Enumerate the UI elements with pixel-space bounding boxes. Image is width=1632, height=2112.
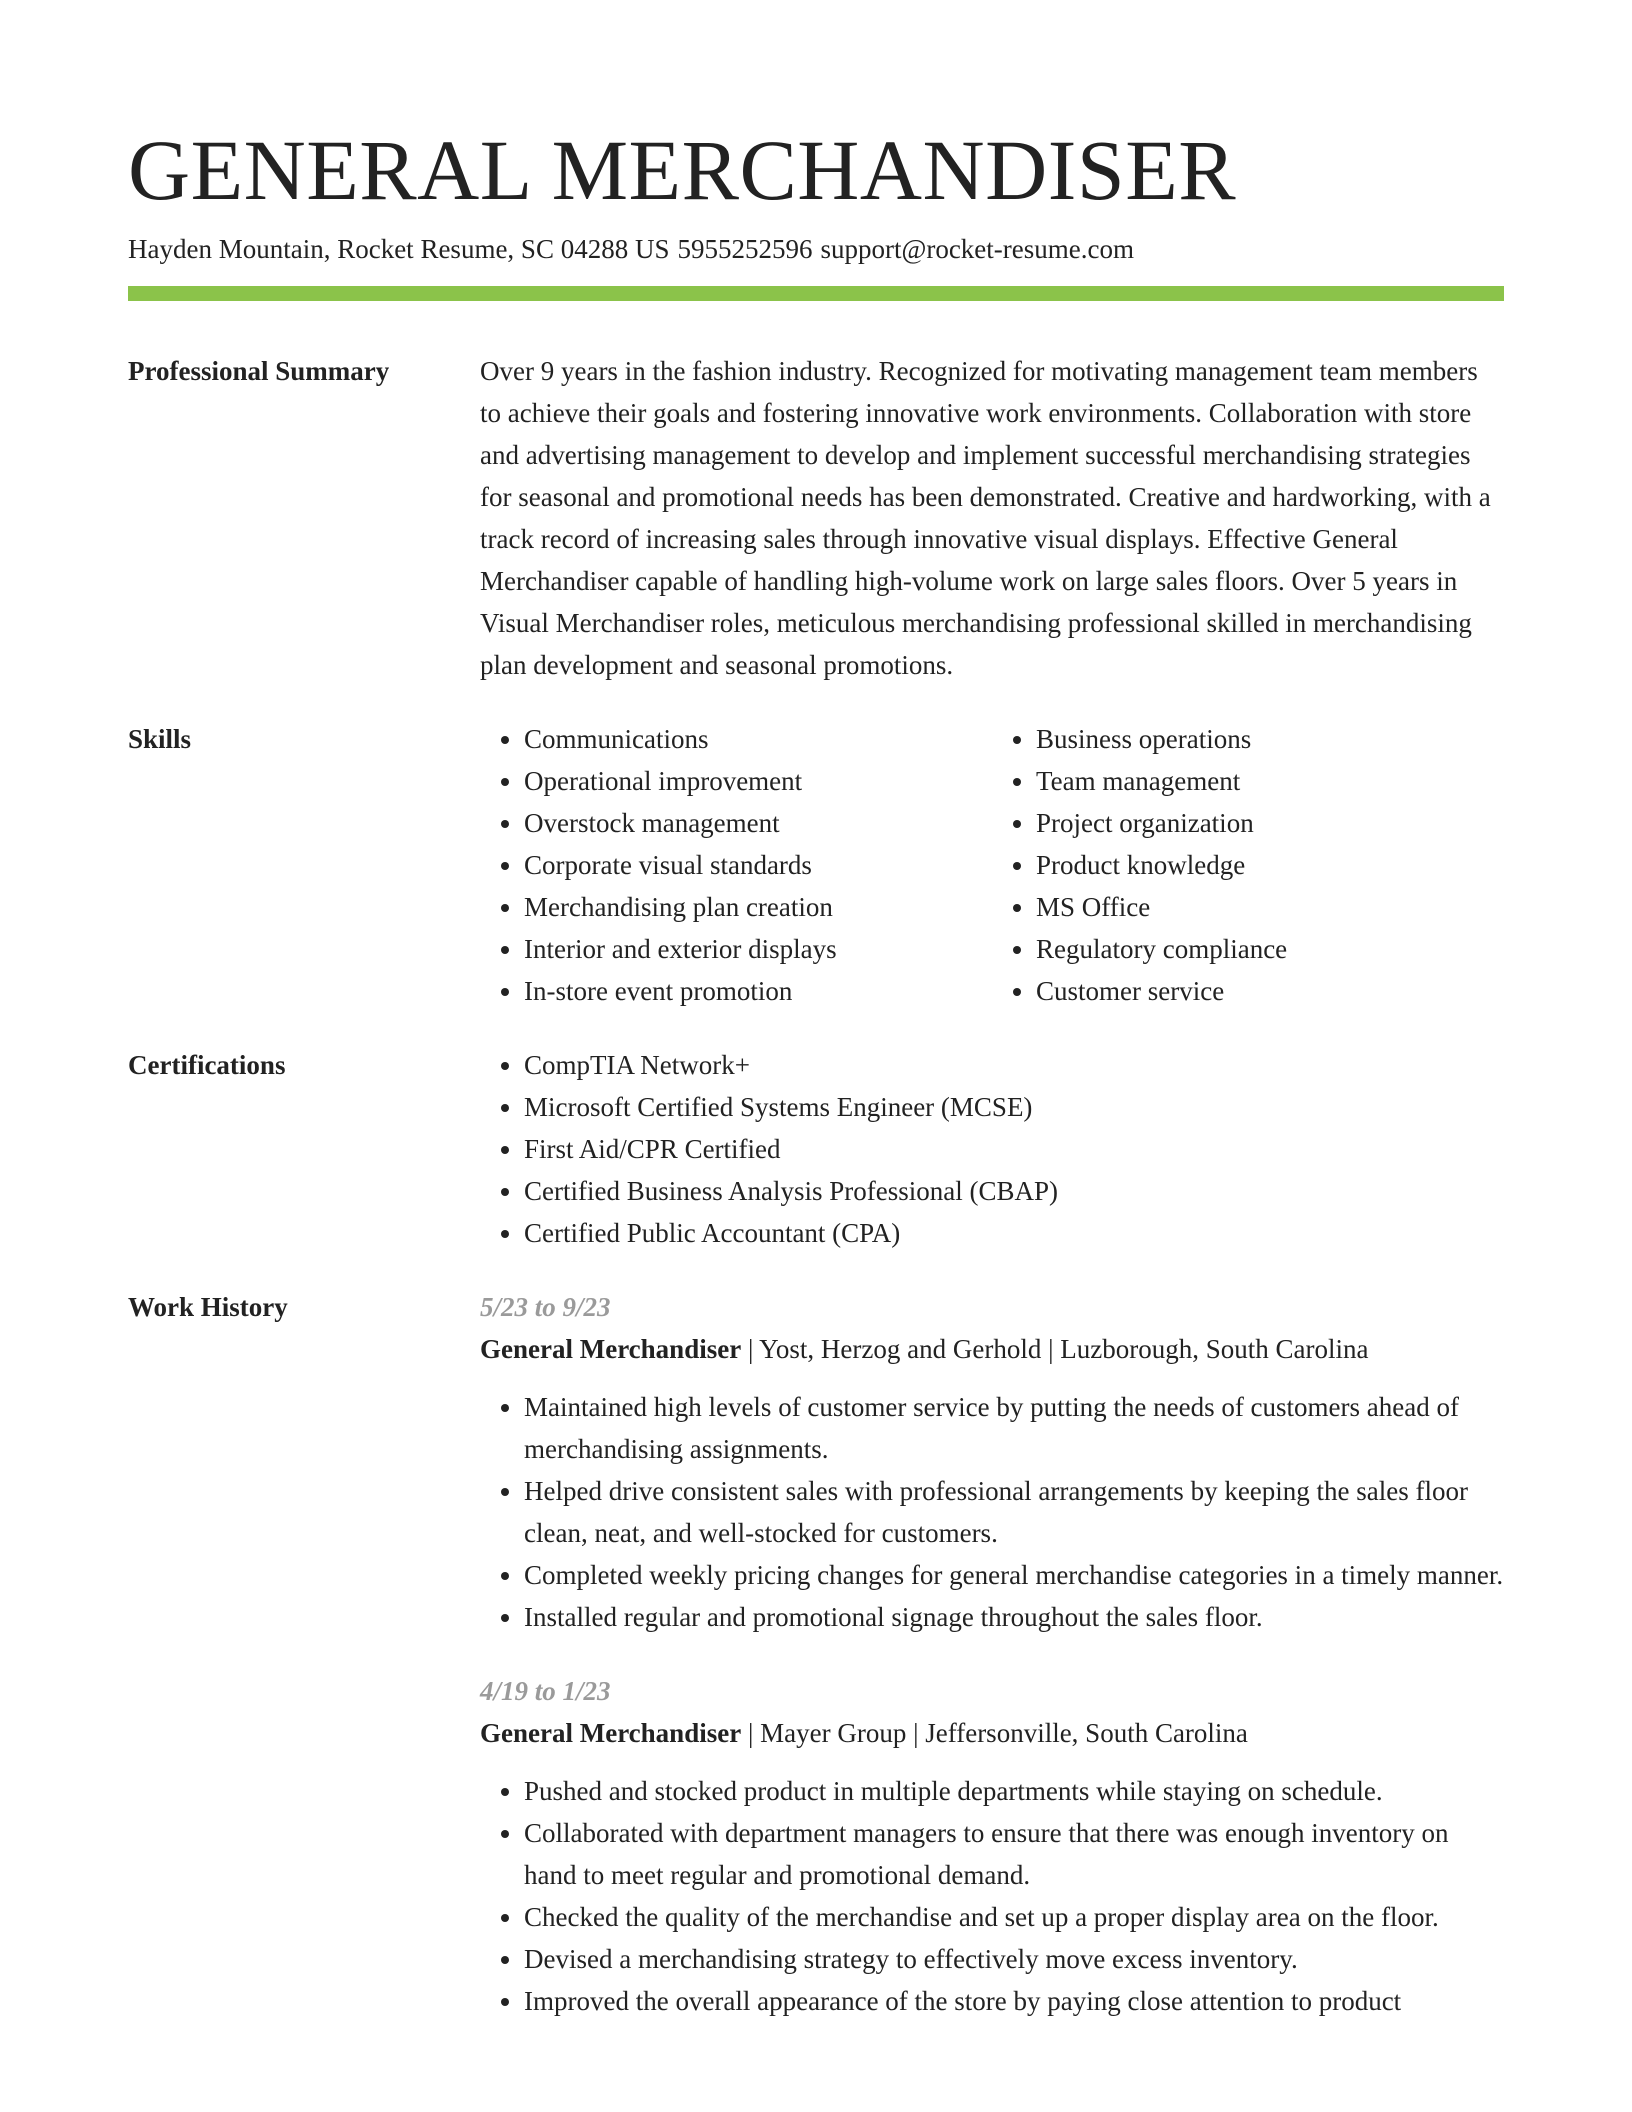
header-divider [128, 286, 1504, 301]
skill-item: • Merchandising plan creation [524, 886, 992, 928]
skill-item: • Overstock management [524, 802, 992, 844]
skill-item: • Product knowledge [1036, 844, 1504, 886]
job-heading [480, 1712, 1504, 1754]
section-label-summary: Professional Summary [128, 356, 390, 386]
job-bullet: • Collaborated with department managers to ensure that there was enough inventory on hand to meet regular and promotional demand. [524, 1812, 1504, 1896]
work-history-section [128, 1286, 1504, 2022]
job-title: General Merchandiser [480, 1334, 742, 1364]
skill-item: • MS Office [1036, 886, 1504, 928]
skill-item: • Team management [1036, 760, 1504, 802]
skill-item: • Project organization [1036, 802, 1504, 844]
skill-item: • Corporate visual standards [524, 844, 992, 886]
contact-line [128, 231, 1504, 267]
skill-item: • Operational improvement [524, 760, 992, 802]
job-entry [480, 1670, 1504, 2022]
job-bullets [480, 1386, 1504, 1638]
section-label-certifications: Certifications [128, 1050, 286, 1080]
contact-phone: 5955252596 [677, 234, 813, 264]
job-heading [480, 1328, 1504, 1370]
job-details: | Yost, Herzog and Gerhold | Luzborough, South Carolina [741, 1334, 1369, 1364]
certification-item: • CompTIA Network+ [524, 1044, 1504, 1086]
job-bullet: • Installed regular and promotional signage throughout the sales floor. [524, 1596, 1504, 1638]
job-bullet: • Completed weekly pricing changes for general merchandise categories in a timely manner. [524, 1554, 1504, 1596]
skill-item: • Customer service [1036, 970, 1504, 1012]
certification-item: • Microsoft Certified Systems Engineer (MCSE) [524, 1086, 1504, 1128]
job-title: General Merchandiser [480, 1718, 742, 1748]
job-bullet: • Maintained high levels of customer service by putting the needs of customers ahead of merchandising assignments. [524, 1386, 1504, 1470]
job-dates: 4/19 to 1/23 [480, 1676, 611, 1706]
section-label-work-history: Work History [128, 1292, 288, 1322]
job-bullet: • Improved the overall appearance of the store by paying close attention to product [524, 1980, 1504, 2022]
summary-section [128, 350, 1504, 686]
skill-item: • In-store event promotion [524, 970, 992, 1012]
job-bullet: • Pushed and stocked product in multiple departments while staying on schedule. [524, 1770, 1504, 1812]
job-bullets [480, 1770, 1504, 2022]
certifications-list [480, 1044, 1504, 1254]
job-bullet: • Devised a merchandising strategy to effectively move excess inventory. [524, 1938, 1504, 1980]
certification-item: • Certified Public Accountant (CPA) [524, 1212, 1504, 1254]
skill-item: • Communications [524, 718, 992, 760]
contact-email: support@rocket-resume.com [820, 234, 1134, 264]
skills-list-right [992, 718, 1504, 1012]
certification-item: • First Aid/CPR Certified [524, 1128, 1504, 1170]
certifications-section [128, 1044, 1504, 1254]
skills-section [128, 718, 1504, 1012]
summary-text: Over 9 years in the fashion industry. Recognized for motivating management team members to achieve their goals and fostering innovative work environments. Collaboration with store and advertising management to develop and implement successful merchandising strategies for seasonal and promotional needs has been demonstrated. Creative and hardworking, with a track record of increasing sales through innovative visual displays. Effective General Merchandiser capable of handling high-volume work on large sales floors. Over 5 years in Visual Merchandiser roles, meticulous merchandising professional skilled in merchandising plan development and seasonal promotions. [480, 356, 1491, 680]
contact-address: Hayden Mountain, Rocket Resume, SC 04288 US [128, 234, 670, 264]
job-bullet: • Helped drive consistent sales with professional arrangements by keeping the sales floor clean, neat, and well-stocked for customers. [524, 1470, 1504, 1554]
certification-item: • Certified Business Analysis Professional (CBAP) [524, 1170, 1504, 1212]
skill-item: • Regulatory compliance [1036, 928, 1504, 970]
skill-item: • Interior and exterior displays [524, 928, 992, 970]
candidate-name: GENERAL MERCHANDISER [128, 122, 1237, 218]
resume-header [128, 118, 1504, 267]
section-label-skills: Skills [128, 724, 192, 754]
job-details: | Mayer Group | Jeffersonville, South Carolina [741, 1718, 1248, 1748]
job-entry [480, 1286, 1504, 1638]
resume-body [128, 350, 1504, 2054]
job-dates: 5/23 to 9/23 [480, 1292, 611, 1322]
job-bullet: • Checked the quality of the merchandise and set up a proper display area on the floor. [524, 1896, 1504, 1938]
skill-item: • Business operations [1036, 718, 1504, 760]
skills-list-left [480, 718, 992, 1012]
